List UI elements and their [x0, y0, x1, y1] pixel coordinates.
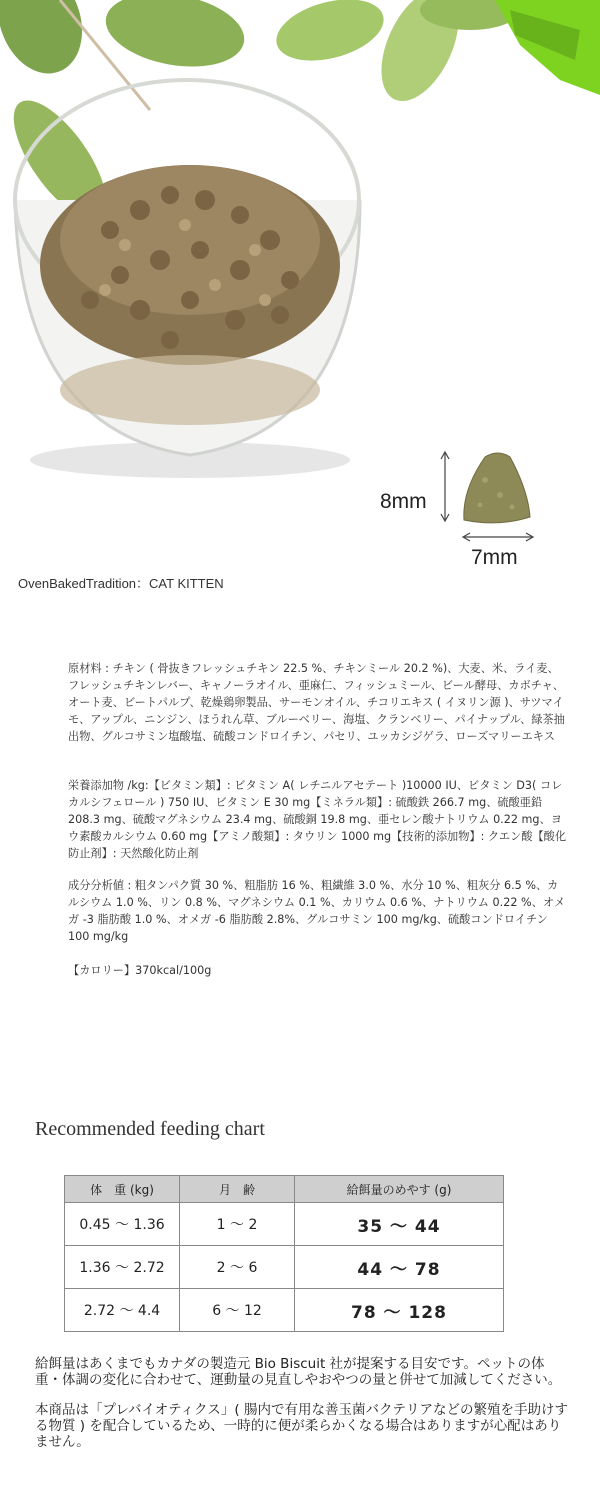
- cell-age: 2 ～ 6: [180, 1246, 295, 1289]
- cell-amount: 78 ～ 128: [294, 1289, 503, 1332]
- package-corner: [495, 0, 600, 95]
- height-arrow: [441, 452, 449, 521]
- product-photo: [0, 0, 600, 480]
- cell-age: 1 ～ 2: [180, 1203, 295, 1246]
- note-guideline: 給餌量はあくまでもカナダの製造元 Bio Biscuit 社が提案する目安です。ペットの体重・体調の変化に合わせて、運動量の見直しやおやつの量と併せて加減してください。: [35, 1356, 562, 1388]
- kibble-piece: [464, 453, 530, 523]
- header-age: 月 齢: [180, 1176, 295, 1203]
- kibble-bowl-photo: [0, 0, 600, 480]
- table-row: [65, 1203, 504, 1246]
- kibble-width-label: 7mm: [471, 546, 518, 569]
- cell-amount: 44 ～ 78: [294, 1246, 503, 1289]
- cell-age: 6 ～ 12: [180, 1289, 295, 1332]
- table-row: [65, 1289, 504, 1332]
- note-prebiotics: 本商品は「プレバイオティクス」( 腸内で有用な善玉菌バクテリアなどの繁殖を手助けする物質 ) を配合しているため、一時的に便が柔らかくなる場合はありますが心配はありません。: [35, 1402, 568, 1450]
- additives-text: 栄養添加物 /kg:【ビタミン類】: ビタミン A( レチニルアセテート )10000 IU、ビタミン D3( コレカルシフェロール ) 750 IU、ビタミン E 30 mg【ミネラル類】: 硫酸鉄 266.7 mg、硫酸亜鉛 208.3 mg、硫酸マグネシウム 23.4 mg、硫酸銅 19.8 mg、亜セレン酸ナトリウム 0.22 mg、ヨウ素酸カルシウム 0.60 mg【アミノ酸類】: タウリン 1000 mg【技術的添加物】: クエン酸【酸化防止剤】: 天然酸化防止剤: [68, 779, 567, 860]
- table-header-row: [65, 1176, 504, 1203]
- kibble-height-label: 8mm: [380, 490, 427, 513]
- cell-weight: 2.72 ～ 4.4: [65, 1289, 180, 1332]
- analysis-text: 成分分析値 : 粗タンパク質 30 %、粗脂肪 16 %、粗繊維 3.0 %、水分 10 %、粗灰分 6.5 %、カルシウム 1.0 %、リン 0.8 %、マグネシウム 0.1 %、カリウム 0.6 %、ナトリウム 0.22 %、オメガ -3 脂肪酸 1.0 %、オメガ -6 脂肪酸 2.8%、グルコサミン 100 mg/kg、硫酸コンドロイチン 100 mg/kg: [68, 879, 566, 943]
- ingredients-text: 原材料 : チキン ( 骨抜きフレッシュチキン 22.5 %、チキンミール 20.2 %)、大麦、米、ライ麦、フレッシュチキンレバー、キャノーラオイル、亜麻仁、フィッシュミール、ビール酵母、カボチャ、オート麦、ビートパルプ、乾燥鶏卵製品、サーモンオイル、チコリエキス ( イヌリン源 )、サツマイモ、アップル、ニンジン、ほうれん草、ブルーベリー、海塩、クランベリー、パイナップル、緑茶抽出物、グルコサミン塩酸塩、硫酸コンドロイチン、パセリ、ユッカシジゲラ、ローズマリーエキス: [68, 662, 565, 743]
- header-amount: 給餌量のめやす (g): [294, 1176, 503, 1203]
- cell-weight: 0.45 ～ 1.36: [65, 1203, 180, 1246]
- cell-amount: 35 ～ 44: [294, 1203, 503, 1246]
- feeding-chart-title: Recommended feeding chart: [35, 1118, 265, 1140]
- table-row: [65, 1246, 504, 1289]
- product-name: OvenBakedTradition：CAT KITTEN: [18, 576, 224, 591]
- calories-text: 【カロリー】370kcal/100g: [68, 964, 212, 977]
- cell-weight: 1.36 ～ 2.72: [65, 1246, 180, 1289]
- header-weight: 体 重 (kg): [65, 1176, 180, 1203]
- kibble-size-diagram: [440, 445, 550, 555]
- feeding-notes: [35, 1356, 570, 1464]
- feeding-chart-table: [64, 1175, 504, 1332]
- width-arrow: [463, 533, 533, 541]
